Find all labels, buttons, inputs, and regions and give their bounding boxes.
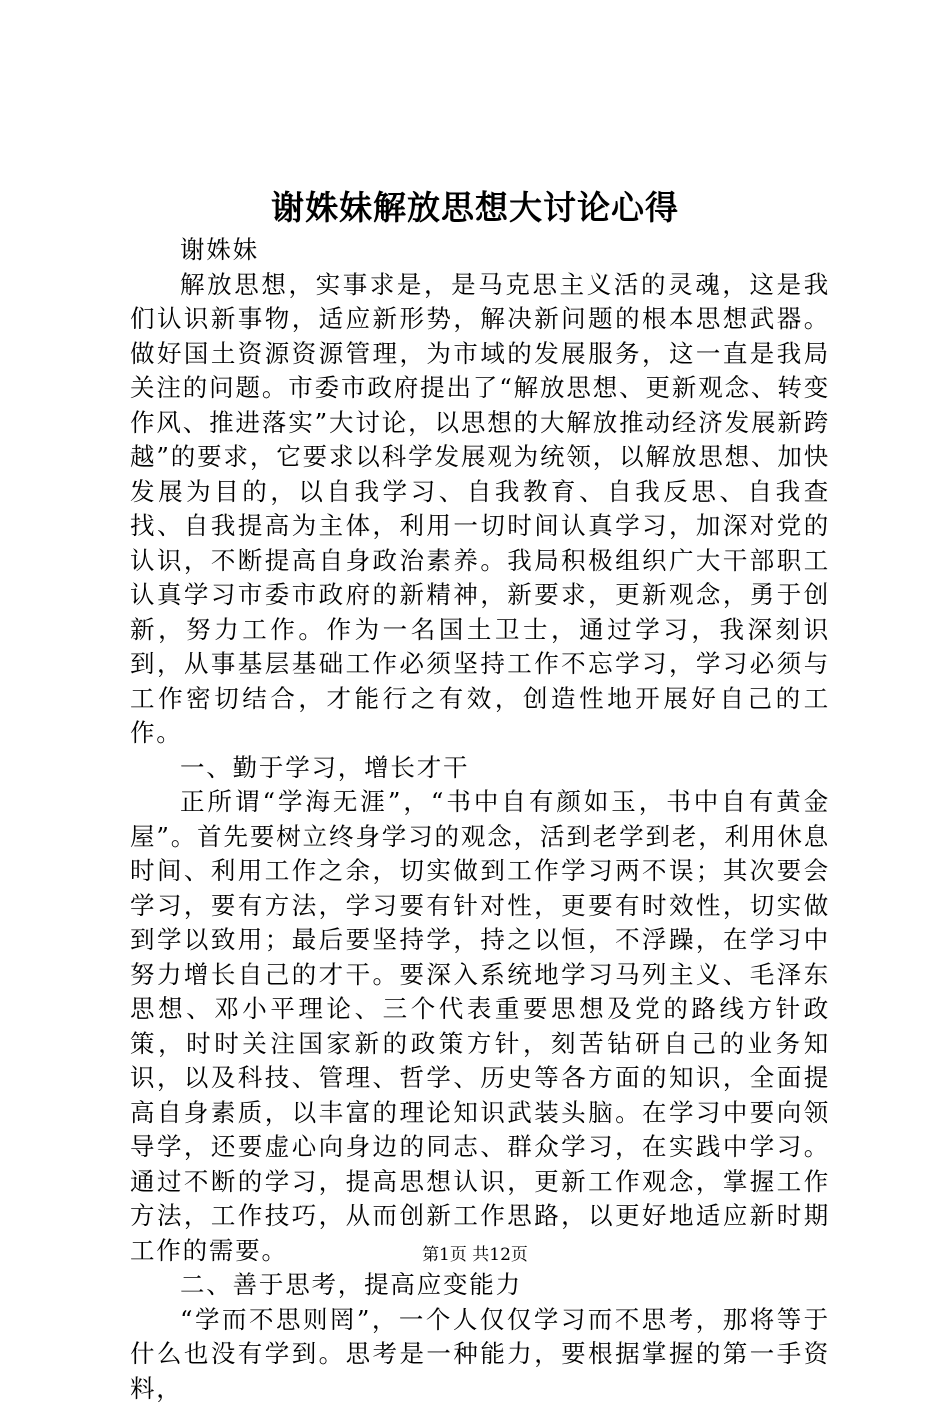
section-heading: 一、勤于学习，增长才干 (130, 751, 830, 786)
paragraph: 正所谓“学海无涯”，“书中自有颜如玉，书中自有黄金屋”。首先要树立终身学习的观念，活到老学到老，利用休息时间、利用工作之余，切实做到工作学习两不误；其次要会学习，要有方法，学习要有针对性，更要有时效性，切实做到学以致用；最后要坚持学，持之以恒，不浮躁，在学习中努力增长自己的才干。要深入系统地学习马列主义、毛泽东思想、邓小平理论、三个代表重要思想及党的路线方针政策，时时关注国家新的政策方针，刻苦钻研自己的业务知识，以及科技、管理、哲学、历史等各方面的知识，全面提高自身素质，以丰富的理论知识武装头脑。在学习中要向领导学，还要虚心向身边的同志、群众学习，在实践中学习。通过不断的学习，提高思想认识，更新工作观念，掌握工作方法，工作技巧，从而创新工作思路，以更好地适应新时期工作的需要。 (130, 785, 830, 1268)
author-name: 谢姝妹 (130, 233, 830, 268)
paragraph: “学而不思则罔”，一个人仅仅学习而不思考，那将等于什么也没有学到。思考是一种能力，要根据掌握的第一手资料， (130, 1303, 830, 1406)
document-body (130, 233, 830, 1406)
section-heading: 二、善于思考，提高应变能力 (130, 1268, 830, 1303)
paragraph: 解放思想，实事求是，是马克思主义活的灵魂，这是我们认识新事物，适应新形势，解决新问题的根本思想武器。做好国土资源资源管理，为市域的发展服务，这一直是我局关注的问题。市委市政府提出了“解放思想、更新观念、转变作风、推进落实”大讨论，以思想的大解放推动经济发展新跨越”的要求，它要求以科学发展观为统领，以解放思想、加快发展为目的，以自我学习、自我教育、自我反思、自我查找、自我提高为主体，利用一切时间认真学习，加深对党的认识，不断提高自身政治素养。我局积极组织广大干部职工认真学习市委市政府的新精神，新要求，更新观念，勇于创新，努力工作。作为一名国土卫士，通过学习，我深刻识到，从事基层基础工作必须坚持工作不忘学习，学习必须与工作密切结合，才能行之有效，创造性地开展好自己的工作。 (130, 268, 830, 751)
document-title: 谢姝妹解放思想大讨论心得 (0, 183, 950, 233)
page-footer: 第1页 共12页 (0, 1243, 950, 1267)
